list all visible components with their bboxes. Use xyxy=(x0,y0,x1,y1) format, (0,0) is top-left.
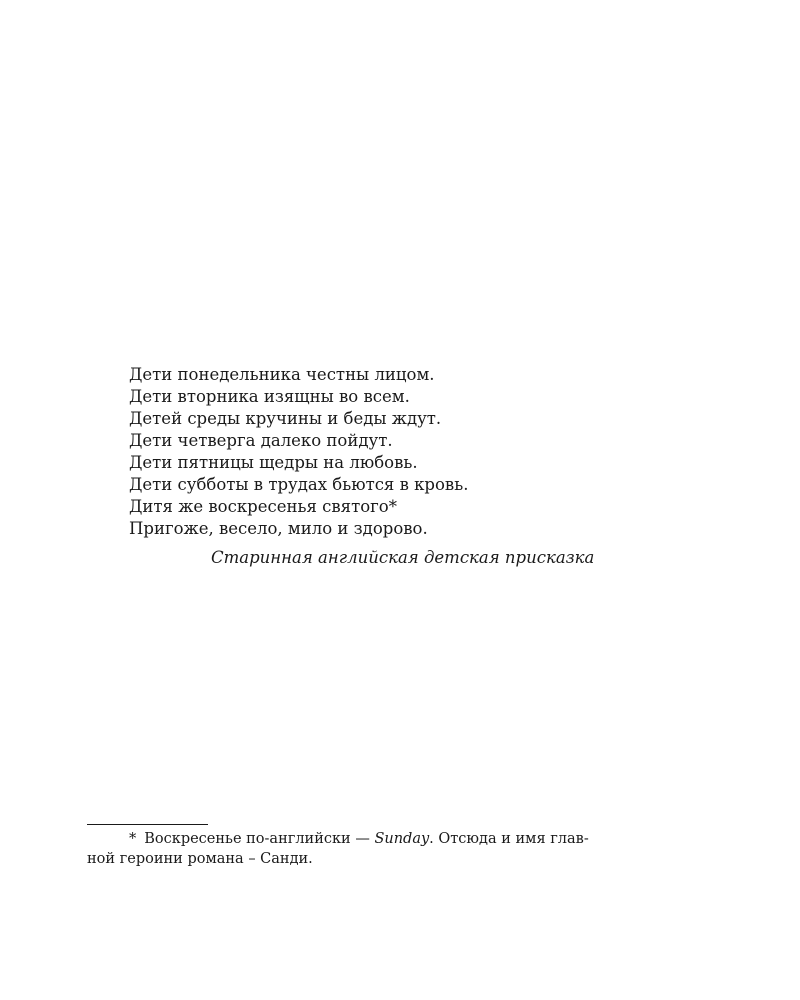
poem-line: Дети четверга далеко пойдут. xyxy=(129,431,393,450)
poem-epigraph xyxy=(129,364,689,540)
poem-line: Дети субботы в трудах бьются в кровь. xyxy=(129,475,469,494)
footnote-divider xyxy=(87,824,208,825)
poem-line: Дитя же воскресенья святого* xyxy=(129,497,397,516)
footnote-text-continuation: . Отсюда и имя глав- xyxy=(429,831,589,847)
poem-line: Дети вторника изящны во всем. xyxy=(129,387,410,406)
footnote-line xyxy=(87,829,687,849)
poem-line: Пригоже, весело, мило и здорово. xyxy=(129,519,428,538)
footnote-english-word: Sunday xyxy=(374,831,430,847)
epigraph-attribution: Старинная английская детская присказка xyxy=(211,548,595,567)
footnote xyxy=(87,829,687,869)
poem-line: Детей среды кручины и беды ждут. xyxy=(129,409,442,428)
footnote-marker: * xyxy=(129,831,137,847)
poem-line: Дети пятницы щедры на любовь. xyxy=(129,453,418,472)
footnote-line: ной героини романа – Санди. xyxy=(87,851,313,867)
footnote-text-start: Воскресенье по-английски — xyxy=(144,831,375,847)
poem-line: Дети понедельника честны лицом. xyxy=(129,365,435,384)
